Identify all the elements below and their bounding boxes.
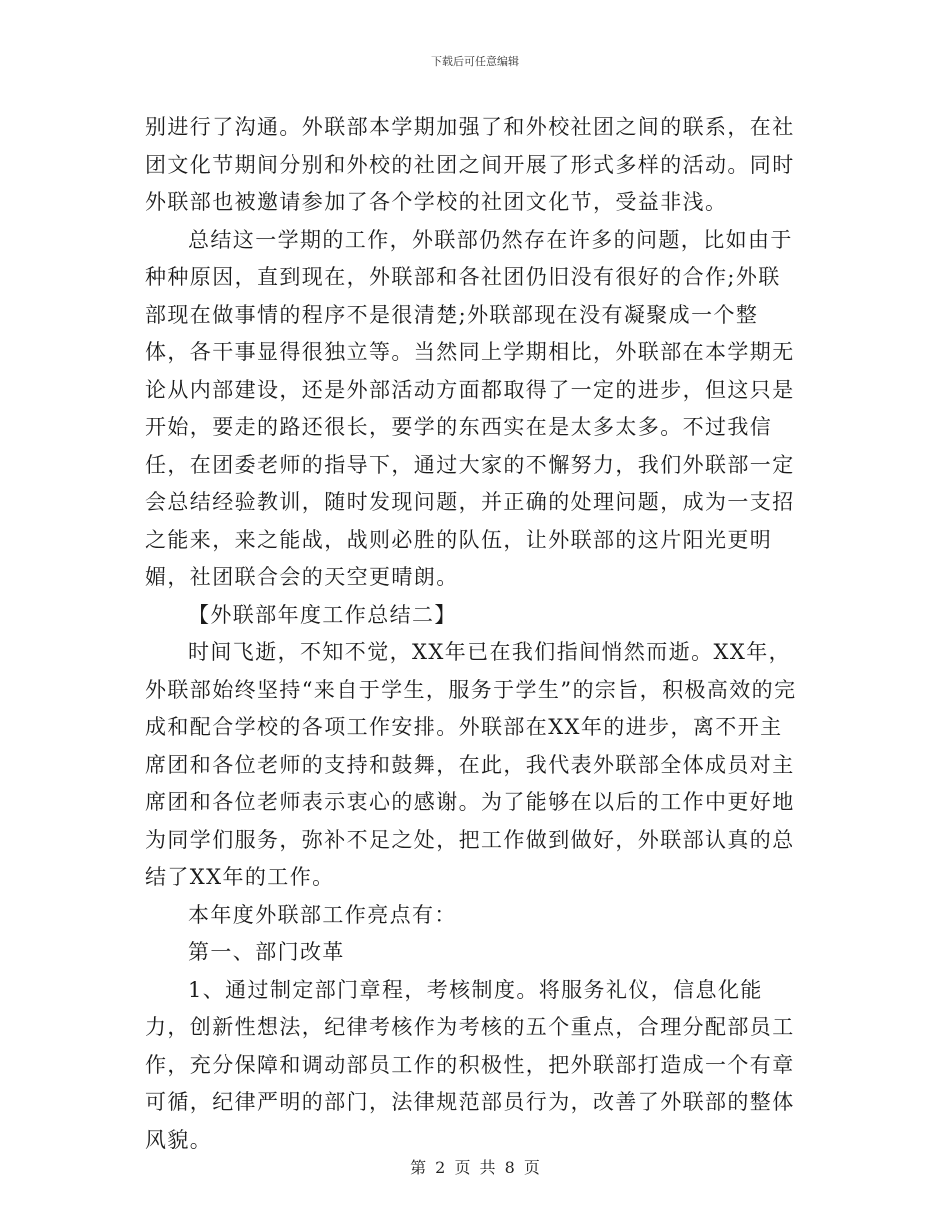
paragraph: 1、通过制定部门章程，考核制度。将服务礼仪，信息化能力，创新性想法，纪律考核作为考核的五个重点，合理分配部员工作，充分保障和调动部员工作的积极性，把外联部打造成一个有章可循，纪律严明的部门，法律规范部员行为，改善了外联部的整体风貌。 [145,977,795,1152]
page-number: 第 2 页 共 8 页 [410,1158,540,1177]
paragraph: 总结这一学期的工作，外联部仍然存在许多的问题，比如由于种种原因，直到现在，外联部和各社团仍旧没有很好的合作;外联部现在做事情的程序不是很清楚;外联部现在没有凝聚成一个整体，各干事显得很独立等。当然同上学期相比，外联部在本学期无论从内部建设，还是外部活动方面都取得了一定的进步，但这只是开始，要走的路还很长，要学的东西实在是太多太多。不过我信任，在团委老师的指导下，通过大家的不懈努力，我们外联部一定会总结经验教训，随时发现问题，并正确的处理问题，成为一支招之能来，来之能战，战则必胜的队伍，让外联部的这片阳光更明媚，社团联合会的天空更晴朗。 [145,227,795,589]
document-body [145,109,800,1159]
paragraph: 时间飞逝，不知不觉，XX年已在我们指间悄然而逝。XX年，外联部始终坚持“来自于学生，服务于学生”的宗旨，积极高效的完成和配合学校的各项工作安排。外联部在XX年的进步，离不开主席团和各位老师的支持和鼓舞，在此，我代表外联部全体成员对主席团和各位老师表示衷心的感谢。为了能够在以后的工作中更好地为同学们服务，弥补不足之处，把工作做到做好，外联部认真的总结了XX年的工作。 [145,640,797,889]
subsection-heading: 第一、部门改革 [188,940,345,964]
section-heading: 【外联部年度工作总结二】 [188,602,457,627]
paragraph: 本年度外联部工作亮点有： [188,902,457,927]
page-header: 下载后可任意编辑 [431,55,519,68]
paragraph: 别进行了沟通。外联部本学期加强了和外校社团之间的联系，在社团文化节期间分别和外校的社团之间开展了形式多样的活动。同时外联部也被邀请参加了各个学校的社团文化节，受益非浅。 [145,115,795,214]
